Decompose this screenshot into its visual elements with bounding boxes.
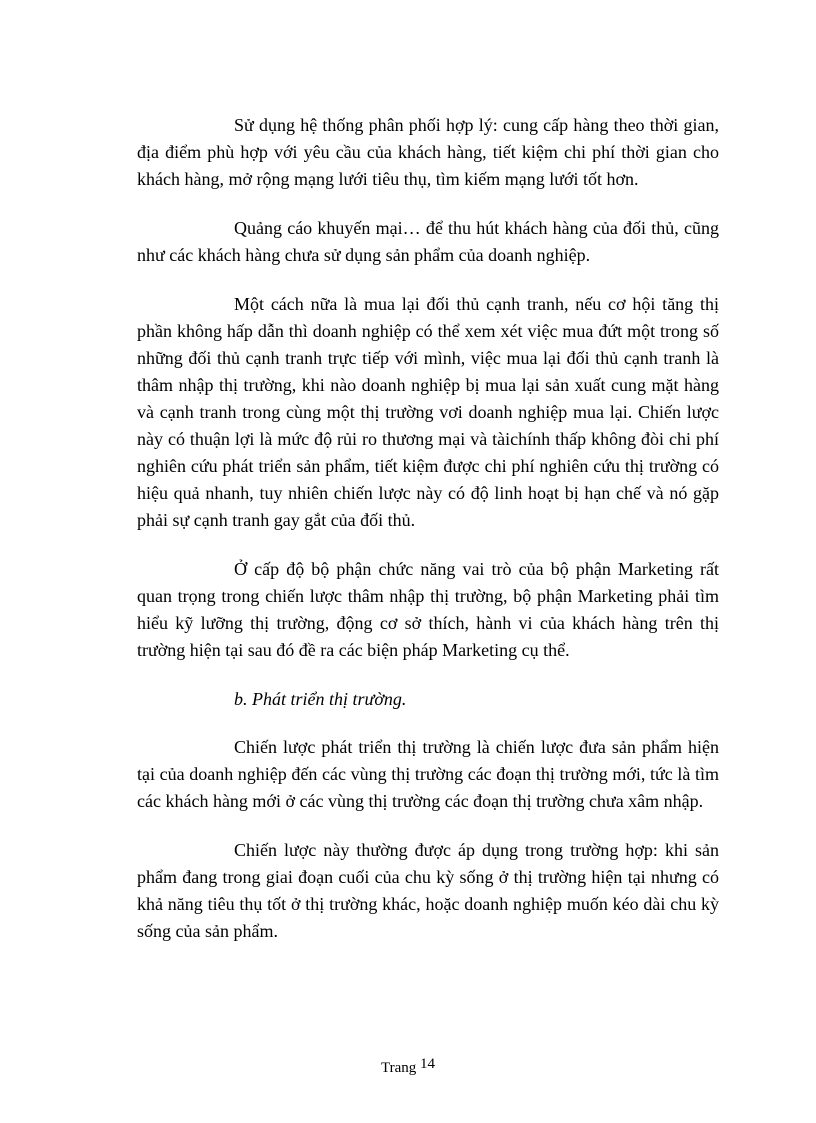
paragraph-acquisition: Một cách nữa là mua lại đối thủ cạnh tranh, nếu cơ hội tăng thị phần không hấp dẫn thì doanh nghiệp có thể xem xét việc mua đứt một trong số những đối thủ cạnh tranh trực tiếp với mình, việc mua lại đối thủ cạnh tranh là thâm nhập thị trường, khi nào doanh nghiệp bị mua lại sản xuất cung mặt hàng và cạnh tranh trong cùng một thị trường vơi doanh nghiệp mua lại. Chiến lược này có thuận lợi là mức độ rủi ro thương mại và tàichính thấp không đòi chi phí nghiên cứu phát triển sản phẩm, tiết kiệm được chi phí nghiên cứu thị trường có hiệu quả nhanh, tuy nhiên chiến lược này có độ linh hoạt bị hạn chế và nó gặp phải sự cạnh tranh gay gắt của đối thủ. bbox=[137, 294, 719, 530]
page-number: 14 bbox=[420, 1056, 436, 1072]
paragraph-market-development-usage: Chiến lược này thường được áp dụng trong trường hợp: khi sản phẩm đang trong giai đoạn cuối của chu kỳ sống ở thị trường hiện tại nhưng có khả năng tiêu thụ tốt ở thị trường khác, hoặc doanh nghiệp muốn kéo dài chu kỳ sống của sản phẩm. bbox=[137, 840, 719, 941]
page-footer bbox=[0, 1058, 816, 1078]
paragraph-distribution: Sử dụng hệ thống phân phối hợp lý: cung cấp hàng theo thời gian, địa điểm phù hợp với yêu cầu của khách hàng, tiết kiệm chi phí thời gian cho khách hàng, mở rộng mạng lưới tiêu thụ, tìm kiếm mạng lưới tốt hơn. bbox=[137, 115, 719, 189]
paragraph-marketing-role: Ở cấp độ bộ phận chức năng vai trò của bộ phận Marketing rất quan trọng trong chiến lược thâm nhập thị trường, bộ phận Marketing phải tìm hiểu kỹ lưỡng thị trường, động cơ sở thích, hành vi của khách hàng trên thị trường hiện tại sau đó đề ra các biện pháp Marketing cụ thể. bbox=[137, 559, 719, 660]
section-heading-market-development: b. Phát triển thị trường. bbox=[234, 689, 407, 709]
paragraph-market-development-definition: Chiến lược phát triển thị trường là chiến lược đưa sản phẩm hiện tại của doanh nghiệp đến các vùng thị trường các đoạn thị trường mới, tức là tìm các khách hàng mới ở các vùng thị trường các đoạn thị trường chưa xâm nhập. bbox=[137, 737, 719, 811]
page-body bbox=[137, 112, 719, 967]
paragraph-advertising: Quảng cáo khuyến mại… để thu hút khách hàng của đối thủ, cũng như các khách hàng chưa sử dụng sản phẩm của doanh nghiệp. bbox=[137, 218, 719, 265]
footer-label: Trang bbox=[380, 1060, 417, 1076]
